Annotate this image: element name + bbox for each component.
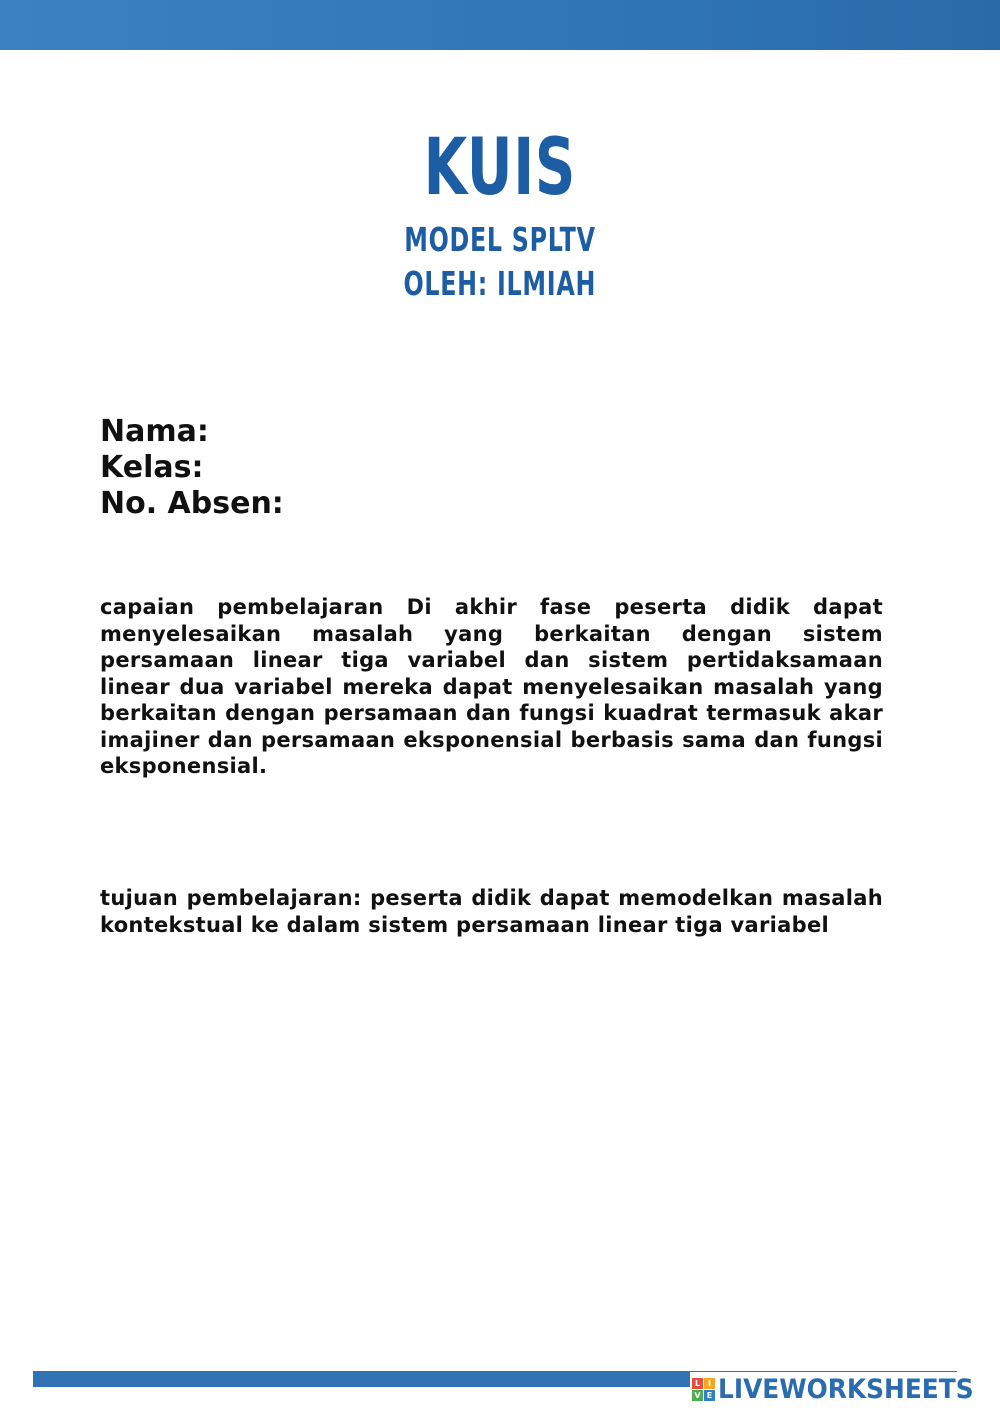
liveworksheets-logo: [690, 1372, 1000, 1406]
logo-letter-e: E: [704, 1390, 715, 1401]
number-label: No. Absen:: [100, 486, 284, 521]
logo-letter-l: L: [692, 1378, 703, 1389]
title-block: [0, 118, 1000, 306]
class-label: Kelas:: [100, 450, 204, 485]
subtitle-model: [0, 218, 1000, 262]
subtitle-author: [0, 262, 1000, 306]
name-label: Nama:: [100, 414, 209, 449]
logo-letter-i: I: [704, 1378, 715, 1389]
logo-text: LIVEWORKSHEETS: [718, 1373, 974, 1405]
subtitle-model-text: MODEL SPLTV: [404, 220, 596, 259]
subtitle-author-text: OLEH: ILMIAH: [403, 264, 597, 303]
page-title: KUIS: [423, 123, 577, 213]
learning-objectives-paragraph: tujuan pembelajaran: peserta didik dapat memodelkan masalah kontekstual ke dalam sistem persamaan linear tiga variabel: [100, 886, 883, 937]
student-info-fields: [100, 414, 284, 522]
logo-letter-v: V: [692, 1390, 703, 1401]
learning-outcomes-paragraph: capaian pembelajaran Di akhir fase peserta didik dapat menyelesaikan masalah yang berkaitan dengan sistem persamaan linear tiga variabel dan sistem pertidaksamaan linear dua variabel mereka dapat menyelesaikan masalah yang berkaitan dengan persamaan dan fungsi kuadrat termasuk akar imajiner dan persamaan eksponensial berbasis sama dan fungsi eksponensial.: [100, 595, 883, 778]
logo-grid-icon: [692, 1378, 715, 1401]
top-banner: [0, 0, 1000, 50]
